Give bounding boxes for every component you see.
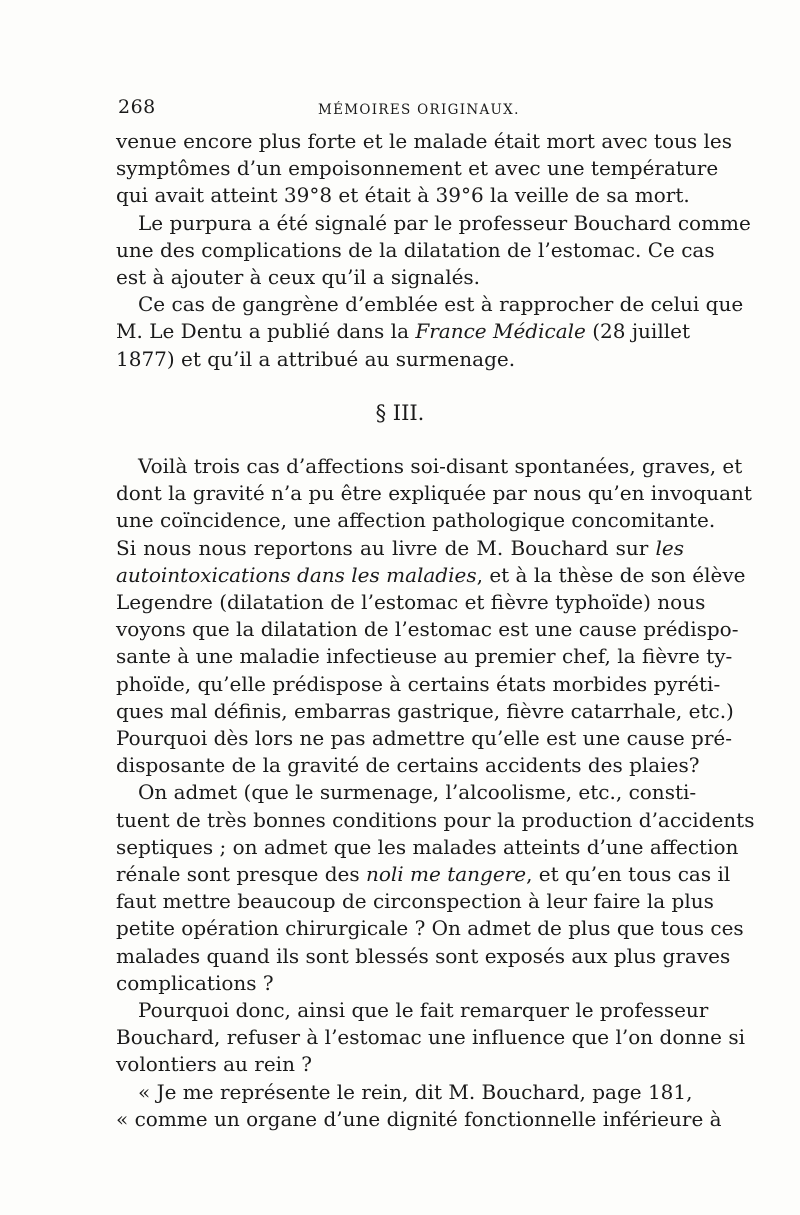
- text-line: ques mal définis, embarras gastrique, fièvre catarrhale, etc.): [116, 698, 734, 723]
- text-line: Legendre (dilatation de l’estomac et fièvre typhoïde) nous: [116, 590, 706, 615]
- page-number: 268: [118, 96, 156, 118]
- text-line: une coïncidence, une affection pathologique concomitante.: [116, 508, 716, 533]
- running-head: MÉMOIRES ORIGINAUX.: [318, 102, 520, 118]
- text-run: rénale sont presque des: [116, 862, 366, 887]
- text-line: septiques ; on admet que les malades atteints d’une affection: [116, 834, 739, 859]
- text-line: dont la gravité n’a pu être expliquée par nous qu’en invoquant: [116, 481, 752, 506]
- journal-title: France Médicale: [415, 319, 586, 344]
- text-line: complications ?: [116, 970, 274, 995]
- text-line: malades quand ils sont blessés sont exposés aux plus graves: [116, 943, 731, 968]
- text-run: M. Le Dentu a publié dans la: [116, 319, 416, 344]
- text-run: Si nous nous reportons au livre de M. Bouchard sur: [116, 535, 656, 560]
- text-line: [116, 861, 731, 888]
- book-title: autointoxications dans les maladies: [116, 562, 477, 587]
- paragraph: [116, 210, 751, 292]
- text-line: 1877) et qu’il a attribué au surmenage.: [116, 346, 516, 371]
- text-line: faut mettre beaucoup de circonspection à leur faire la plus: [116, 889, 714, 914]
- section-heading: § III.: [375, 401, 425, 425]
- paragraph: [116, 1079, 722, 1133]
- text-line: « comme un organe d’une dignité fonctionnelle inférieure à: [116, 1106, 722, 1131]
- book-title: les: [655, 535, 684, 560]
- text-line: volontiers au rein ?: [116, 1052, 313, 1077]
- paragraph: [116, 291, 744, 373]
- page-header: [118, 96, 684, 122]
- text-line: [116, 562, 746, 589]
- text-line: petite opération chirurgicale ? On admet de plus que tous ces: [116, 916, 744, 941]
- text-line: symptômes d’un empoisonnement et avec une température: [116, 156, 719, 181]
- text-line: [116, 318, 690, 345]
- text-block-top: [116, 128, 751, 373]
- text-line: Pourquoi dès lors ne pas admettre qu’elle est une cause pré-: [116, 726, 732, 751]
- text-line: sante à une maladie infectieuse au premier chef, la fièvre ty-: [116, 644, 733, 669]
- text-line: phoïde, qu’elle prédispose à certains états morbides pyréti-: [116, 671, 721, 696]
- text-line: est à ajouter à ceux qu’il a signalés.: [116, 265, 481, 290]
- text-line: [116, 535, 684, 562]
- text-line: qui avait atteint 39°8 et était à 39°6 la veille de sa mort.: [116, 183, 690, 208]
- text-line: Bouchard, refuser à l’estomac une influence que l’on donne si: [116, 1025, 745, 1050]
- text-run: , et qu’en tous cas il: [526, 862, 731, 887]
- text-line: une des complications de la dilatation de l’estomac. Ce cas: [116, 237, 715, 262]
- paragraph: [116, 779, 755, 997]
- text-line: venue encore plus forte et le malade était mort avec tous les: [116, 129, 733, 153]
- text-line: Voilà trois cas d’affections soi-disant spontanées, graves, et: [138, 454, 743, 478]
- text-line: disposante de la gravité de certains accidents des plaies?: [116, 753, 700, 778]
- text-line: « Je me représente le rein, dit M. Bouchard, page 181,: [138, 1079, 693, 1104]
- paragraph: [116, 997, 745, 1079]
- paragraph: [116, 128, 733, 210]
- text-line: Pourquoi donc, ainsi que le fait remarquer le professeur: [138, 998, 709, 1023]
- text-run: , et à la thèse de son élève: [476, 562, 746, 587]
- text-line: On admet (que le surmenage, l’alcoolisme, etc., consti-: [138, 780, 697, 805]
- text-line: tuent de très bonnes conditions pour la production d’accidents: [116, 807, 755, 832]
- text-line: voyons que la dilatation de l’estomac est une cause prédispo-: [116, 617, 739, 642]
- text-line: Ce cas de gangrène d’emblée est à rapprocher de celui que: [138, 292, 744, 317]
- latin-phrase: noli me tangere: [365, 862, 527, 887]
- text-line: Le purpura a été signalé par le professeur Bouchard comme: [138, 210, 751, 235]
- paragraph: [116, 453, 752, 779]
- text-run: (28 juillet: [585, 319, 690, 344]
- text-block-main: [116, 453, 755, 1133]
